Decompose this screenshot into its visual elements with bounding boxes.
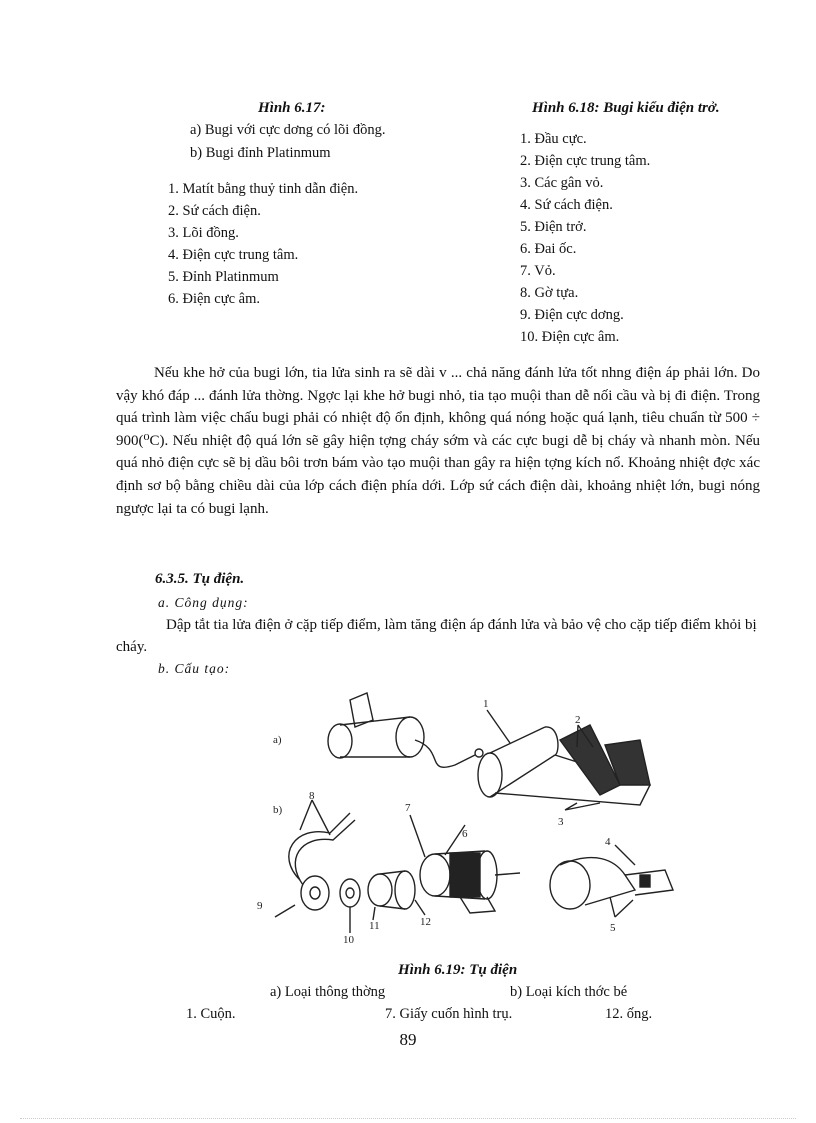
label-5: 5 (610, 922, 616, 934)
label-8: 8 (309, 790, 315, 802)
section-title: 6.3.5. Tụ điện. (155, 571, 245, 587)
label-9: 9 (257, 900, 263, 912)
capacitor-a-drawing (328, 693, 650, 805)
fig-6-19-caption-a: a) Loại thông thờng (270, 984, 386, 1000)
fig-6-18-item: 4. Sứ cách điện. (520, 197, 613, 213)
fig-6-17-item: 1. Matít bằng thuỷ tinh dẫn điện. (168, 181, 359, 197)
label-b: b) (273, 804, 283, 816)
fig-6-18-item: 1. Đầu cực. (520, 131, 587, 147)
label-6: 6 (462, 828, 468, 840)
paragraph-text: Nếu khe hở của bugi lớn, tia lửa sinh ra sẽ dài v ... chả năng đánh lửa tốt nhng điện áp phải lớn. Do vậy khó đáp ... đánh lửa thờng. Ngợc lại khe hở bugi nhỏ, tia tạo muội than dễ nối cầu và bị đi điện. Trong quá trình làm việc chấu bugi phải có nhiệt độ ổn định, không quá nóng hoặc quá lạnh, tiêu chuẩn từ 500 ÷ 900(⁰C). Nếu nhiệt độ quá lớn sẽ gây hiện tợng cháy sớm và các cực bugi dễ bị cháy và nhanh mòn. Nếu quá nhỏ điện cực sẽ bị dầu bôi trơn bám vào tạo muội than gây ra hiện tợng kích nổ. Khoảng nhiệt đợc xác định sơ bộ bằng chiều dài của lớp cách điện phía dới. Lớp sứ cách điện dài, khoảng nhiệt lớn, bugi nóng ngược lại ta có bugi lạnh. (116, 365, 760, 517)
fig-6-17-item: 2. Sứ cách điện. (168, 203, 261, 219)
fig-6-19-legend-1: 1. Cuộn. (186, 1006, 236, 1022)
fig-6-18-item: 3. Các gân vỏ. (520, 175, 604, 191)
fig-6-18-title: Hình 6.18: Bugi kiểu điện trở. (532, 100, 720, 116)
label-3: 3 (558, 816, 564, 828)
footer-divider (20, 1118, 796, 1119)
label-4: 4 (605, 836, 611, 848)
usage-heading: a. Công dụng: (158, 595, 249, 610)
fig-6-18-item: 5. Điện trở. (520, 219, 587, 235)
fig-6-18-item: 7. Vỏ. (520, 263, 556, 279)
fig-6-18-item: 10. Điện cực âm. (520, 329, 620, 345)
label-10: 10 (343, 934, 354, 946)
label-11: 11 (369, 920, 380, 932)
structure-heading: b. Cấu tạo: (158, 661, 231, 676)
label-a: a) (273, 734, 282, 746)
fig-6-17-title: Hình 6.17: (258, 100, 326, 116)
fig-6-17-item: 5. Đỉnh Platinmum (168, 269, 279, 285)
fig-6-19-legend-12: 12. ống. (605, 1006, 653, 1022)
fig-6-19-legend-7: 7. Giấy cuốn hình trụ. (385, 1006, 513, 1022)
fig-6-19-title: Hình 6.19: Tụ điện (398, 962, 518, 978)
label-7: 7 (405, 802, 411, 814)
label-1: 1 (483, 698, 489, 710)
fig-6-18-item: 6. Đai ốc. (520, 241, 577, 257)
fig-6-17-item: 3. Lõi đồng. (168, 225, 239, 241)
label-12: 12 (420, 916, 431, 928)
fig-6-18-item: 8. Gờ tựa. (520, 285, 579, 301)
usage-text: Dập tắt tia lửa điện ở cặp tiếp điểm, làm tăng điện áp đánh lửa và bảo vệ cho cặp tiếp điểm khỏi bị cháy. (116, 617, 757, 655)
fig-6-17-item: 4. Điện cực trung tâm. (168, 247, 299, 263)
body-paragraph (116, 362, 760, 520)
capacitor-b-drawing (289, 813, 673, 913)
capacitor-illustration (255, 685, 680, 955)
fig-6-17-sub-a: a) Bugi với cực dơng có lõi đồng. (190, 122, 386, 138)
fig-6-17-sub-b: b) Bugi đỉnh Platinmum (190, 145, 331, 161)
fig-6-17-item: 6. Điện cực âm. (168, 291, 261, 307)
page-number: 89 (399, 1030, 417, 1049)
label-2: 2 (575, 714, 581, 726)
fig-6-19-caption-b: b) Loại kích thớc bé (510, 984, 628, 1000)
fig-6-18-item: 2. Điện cực trung tâm. (520, 153, 651, 169)
fig-6-18-item: 9. Điện cực dơng. (520, 307, 624, 323)
